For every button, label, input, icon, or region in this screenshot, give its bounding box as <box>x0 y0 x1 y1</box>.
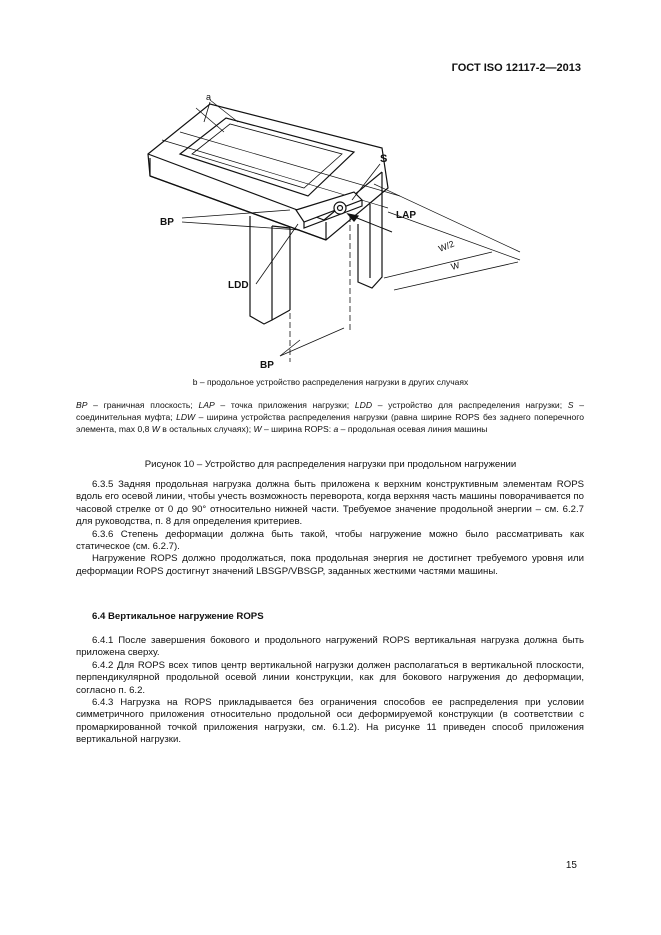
section-title: 6.4 Вертикальное нагружение ROPS <box>92 611 264 622</box>
paragraph: 6.3.5 Задняя продольная нагрузка должна быть приложена к верхним конструктивным элементам ROPS вдоль его осевой линии, чтобы учесть возможность переворота, когда верхняя часть машины поворачивается по часовой стрелке от 0 до 90° относительно нижней части. Требуемое значение продольной энергии – см. 6.2.7 для руководства, п. 8 для определения критериев. <box>76 479 584 528</box>
label-w: W <box>449 259 461 272</box>
legend-term: LDW <box>176 412 196 422</box>
label-s: S <box>380 153 388 165</box>
label-a: a <box>206 92 212 102</box>
legend-term: W <box>253 424 262 434</box>
page-number: 15 <box>565 860 577 871</box>
legend-term: BP <box>76 400 88 410</box>
legend-term: a <box>333 424 339 434</box>
label-ldd: LDD <box>228 280 249 291</box>
label-bp-left: BP <box>160 217 174 228</box>
paragraph: Нагружение ROPS должно продолжаться, пока продольная энергия не достигнет требуемого уровня или деформации ROPS достигнут значений LBSGP/VBSGP, заданных жесткими частями машины. <box>76 553 584 577</box>
label-w-half: W/2 <box>437 238 456 254</box>
rops-load-device-diagram <box>140 92 540 372</box>
coupling-sleeve <box>334 202 346 214</box>
figure-caption: Рисунок 10 – Устройство для распределения нагрузки при продольном нагружении <box>144 459 517 470</box>
label-lap: LAP <box>396 210 416 221</box>
legend-term: LDD <box>354 400 373 410</box>
legend-term: LAP <box>198 400 215 410</box>
paragraphs-after-section <box>76 635 584 747</box>
paragraph: 6.4.3 Нагрузка на ROPS прикладывается без ограничения способов ее распределения при условии симметричного приложения относительно продольной оси деформируемой конструкции (в соответствии с промаркированной точкой приложения нагрузки, см. 6.1.2). На рисунке 11 приведен способ приложения вертикальной нагрузки. <box>76 697 584 746</box>
figure-subcaption: b – продольное устройство распределения нагрузки в других случаях <box>192 377 469 387</box>
legend-term: S <box>567 400 574 410</box>
paragraph: 6.4.2 Для ROPS всех типов центр вертикальной нагрузки должен располагаться в вертикальной плоскости, перпендикулярной продольной осевой линии конструкции, как для бокового нагружения до деформации, согласно п. 6.2. <box>76 659 584 696</box>
document-header: ГОСТ ISO 12117-2—2013 <box>451 62 581 74</box>
figure-legend: BP – граничная плоскость; LAP – точка приложения нагрузки; LDD – устройство для распределения нагрузки; S – соединительная муфта; LDW – ширина устройства распределения нагрузки (равна ширине ROPS без заднего поперечного элемента, max 0,8 W в остальных случаях); W – ширина ROPS: a – продольная осевая линия машины <box>76 400 585 434</box>
left-post <box>250 216 272 324</box>
paragraph: 6.4.1 После завершения бокового и продольного нагружений ROPS вертикальная нагрузка должна быть приложена сверху. <box>76 635 584 659</box>
paragraph: 6.3.6 Степень деформации должна быть такой, чтобы нагружение можно было рассматривать как статическое (см. 6.2.7). <box>76 528 584 553</box>
figure-10-drawing <box>140 92 540 372</box>
paragraphs-before-section <box>76 479 584 578</box>
label-bp-bottom: BP <box>260 360 274 371</box>
legend-term: W <box>151 424 160 434</box>
